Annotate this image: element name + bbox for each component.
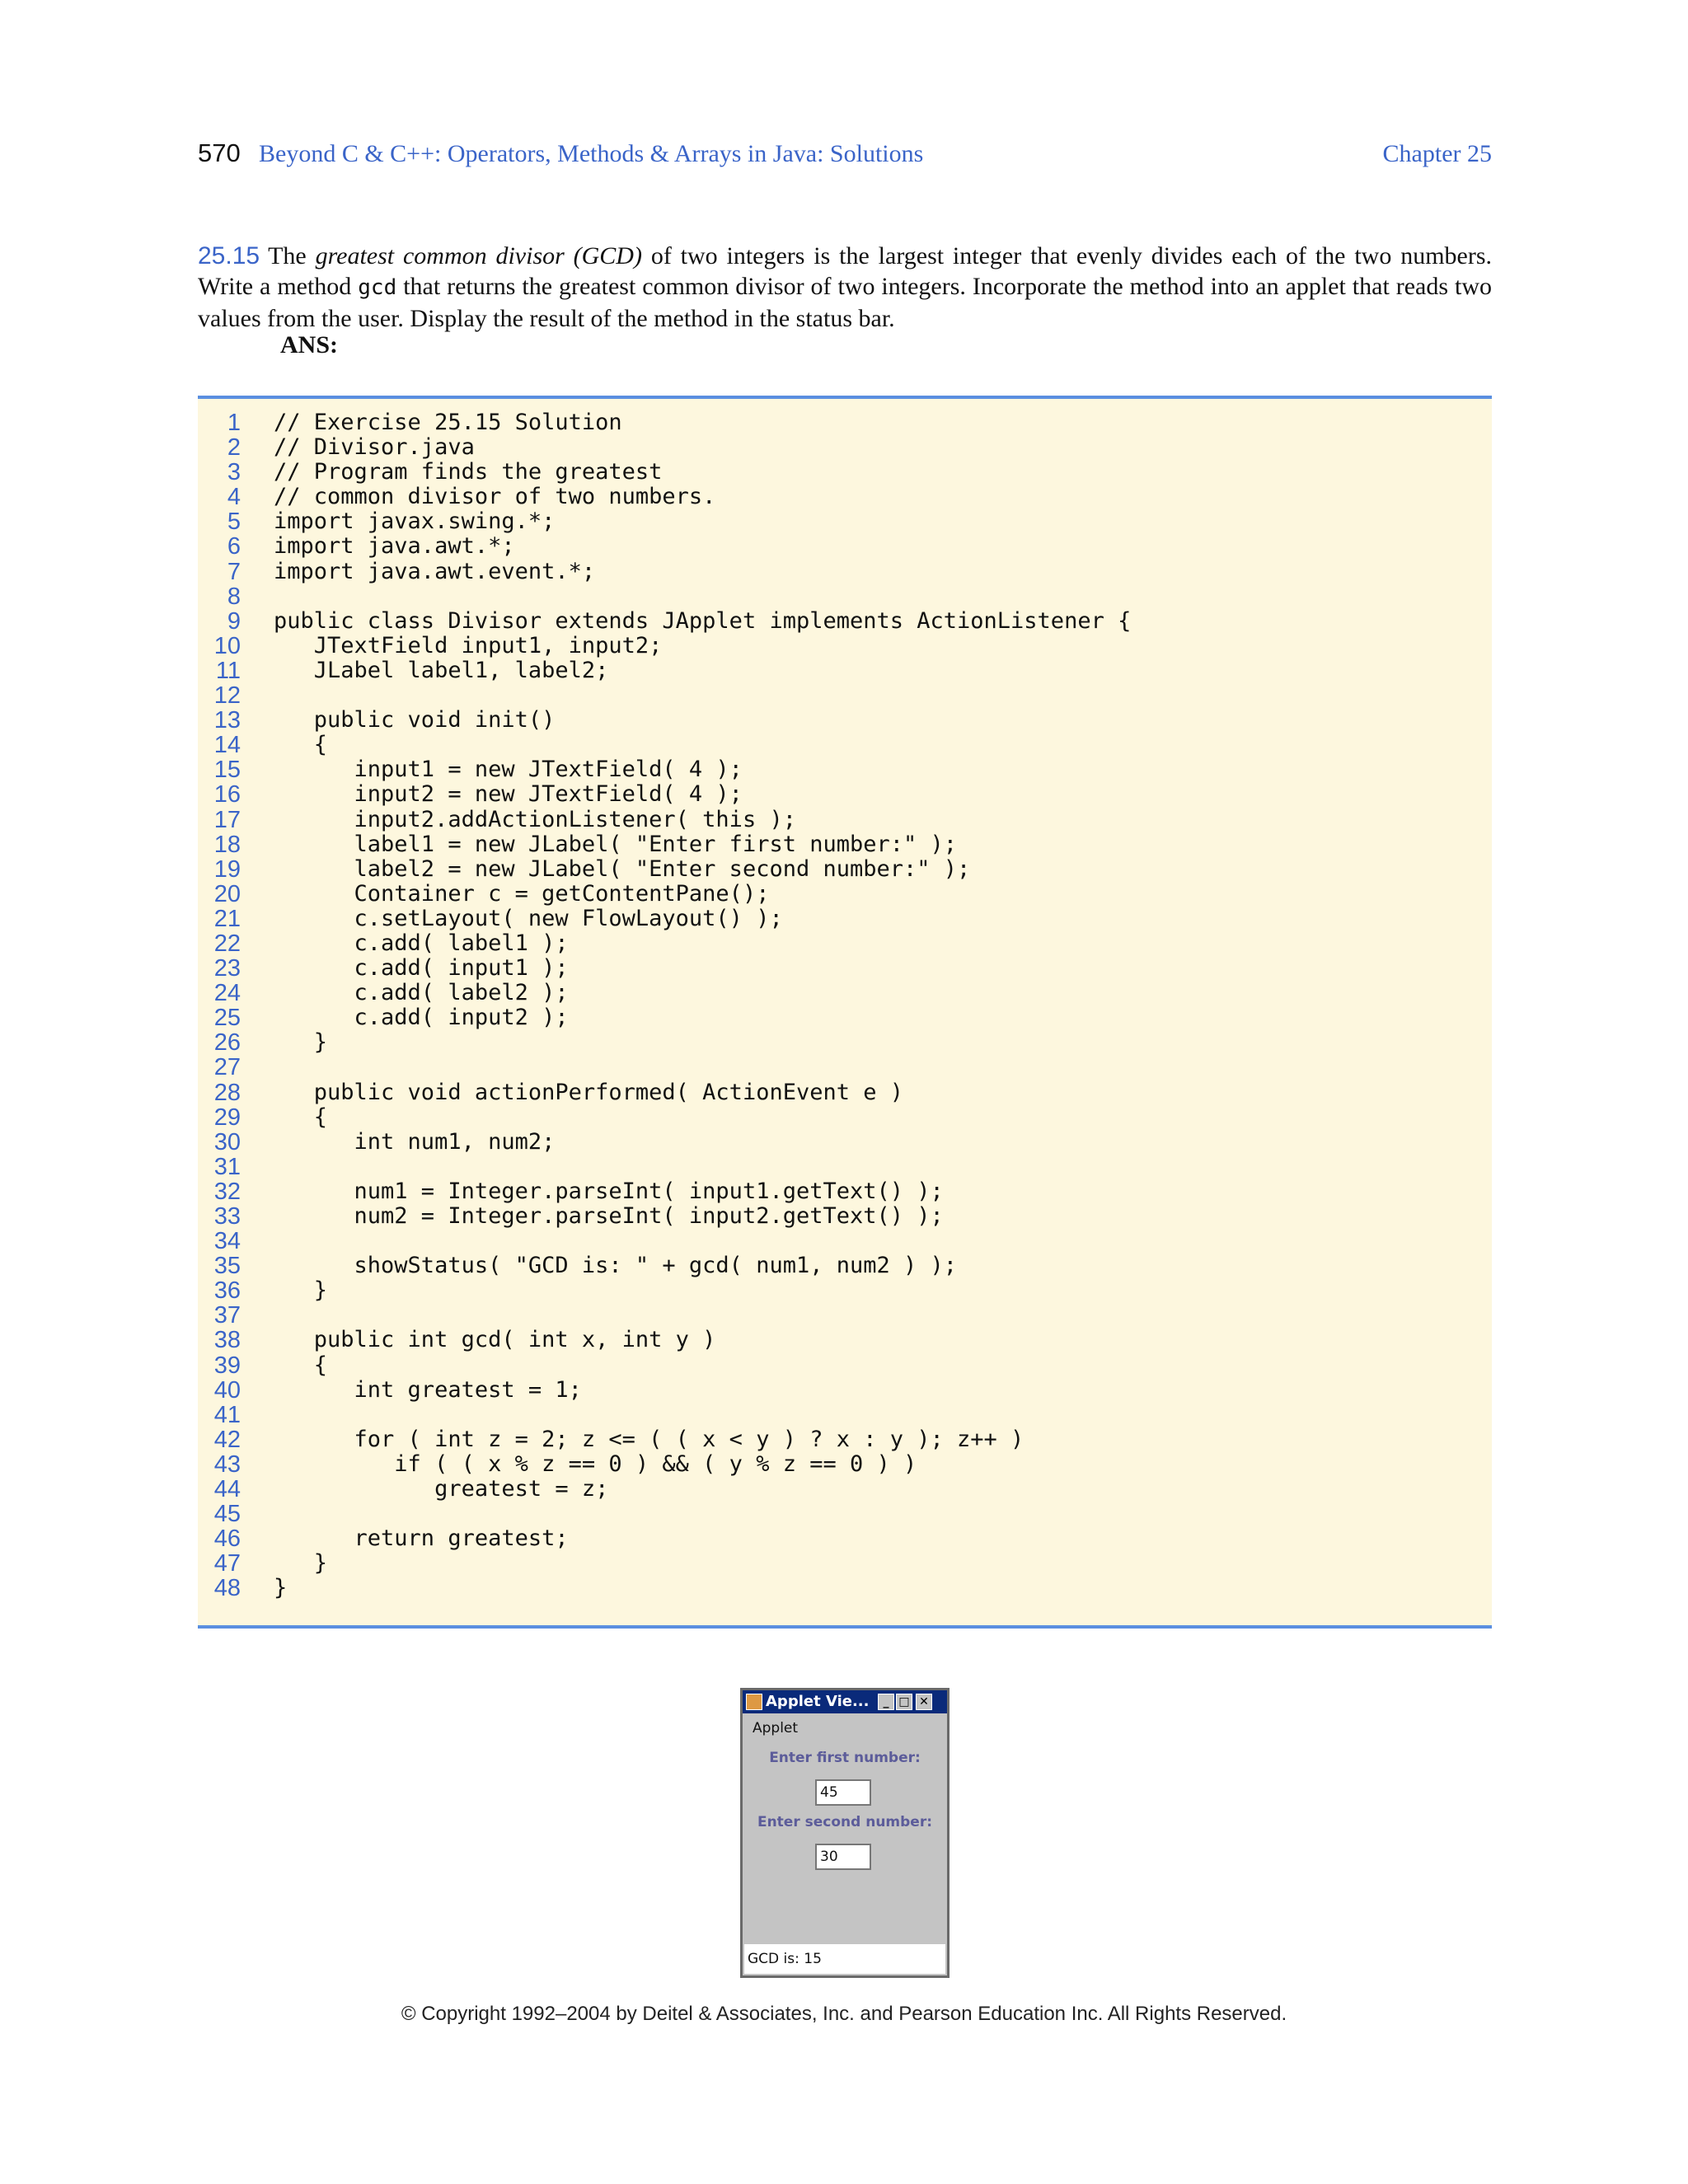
code-listing (198, 396, 1492, 1629)
line-number: 14 (213, 732, 241, 759)
copyright-notice: © Copyright 1992–2004 by Deitel & Associates, Inc. and Pearson Education Inc. All Rights Reserved. (401, 2003, 1287, 2025)
code-text: showStatus( "GCD is: " + gcd( num1, num2 ) ); (274, 1253, 958, 1279)
exercise-text-1: The (268, 242, 316, 269)
code-text: greatest = z; (274, 1476, 609, 1502)
applet-titlebar[interactable] (743, 1690, 947, 1713)
exercise-term: greatest common divisor (GCD) (315, 242, 642, 269)
line-number: 10 (213, 632, 241, 659)
code-text: // Divisor.java (274, 434, 475, 461)
page-number: 570 (198, 138, 241, 167)
line-number: 20 (213, 880, 241, 907)
exercise-number: 25.15 (198, 242, 260, 269)
code-text: num1 = Integer.parseInt( input1.getText() ); (274, 1178, 944, 1204)
line-number: 5 (227, 509, 241, 536)
line-number: 4 (227, 484, 241, 511)
line-number: 22 (213, 930, 241, 957)
code-text: // Exercise 25.15 Solution (274, 410, 622, 435)
code-text: label2 = new JLabel( "Enter second number:" ); (274, 855, 971, 882)
line-number: 17 (213, 806, 241, 833)
code-text: int greatest = 1; (274, 1376, 582, 1403)
line-number: 24 (213, 980, 241, 1007)
line-number: 13 (213, 707, 241, 734)
exercise-text-2: of two integers is the largest integer that evenly divides each of the two numbers. Write a method (198, 242, 1493, 300)
exercise-statement (198, 241, 1492, 334)
line-number: 7 (227, 558, 241, 585)
line-number: 8 (227, 583, 241, 610)
line-number: 21 (213, 905, 241, 932)
code-text: import java.awt.*; (274, 533, 515, 560)
close-button[interactable]: ✕ (916, 1694, 932, 1710)
page-header (198, 138, 1492, 178)
code-text: // common divisor of two numbers. (274, 484, 716, 510)
line-number: 46 (213, 1526, 241, 1553)
line-number: 6 (227, 533, 241, 560)
line-number: 31 (213, 1153, 241, 1180)
code-text: input2 = new JTextField( 4 ); (274, 781, 743, 808)
second-number-label: Enter second number: (757, 1814, 933, 1830)
code-text: import java.awt.event.*; (274, 558, 596, 584)
line-number: 16 (213, 781, 241, 808)
code-text: c.add( input1 ); (274, 955, 569, 982)
code-text: { (274, 732, 328, 758)
line-number: 43 (213, 1451, 241, 1478)
code-text: public void actionPerformed( ActionEvent e ) (274, 1079, 904, 1105)
code-text: if ( ( x % z == 0 ) && ( y % z == 0 ) ) (274, 1451, 917, 1477)
running-title: Beyond C & C++: Operators, Methods & Arrays in Java: Solutions (259, 140, 924, 167)
line-number: 27 (213, 1054, 241, 1081)
code-text: c.setLayout( new FlowLayout() ); (274, 905, 783, 931)
line-number: 15 (213, 757, 241, 784)
code-text: public class Divisor extends JApplet implements ActionListener { (274, 607, 1132, 634)
code-text: public void init() (274, 707, 556, 733)
first-number-input[interactable]: 45 (815, 1779, 871, 1806)
code-text: // Program finds the greatest (274, 459, 663, 485)
line-number: 23 (213, 955, 241, 982)
code-text: c.add( input2 ); (274, 1005, 569, 1031)
line-number: 34 (213, 1228, 241, 1255)
line-number: 2 (227, 434, 241, 462)
maximize-button[interactable]: □ (896, 1694, 912, 1710)
code-text: num2 = Integer.parseInt( input2.getText() ); (274, 1203, 944, 1229)
line-number: 26 (213, 1029, 241, 1057)
code-text: import javax.swing.*; (274, 509, 556, 535)
code-text: c.add( label1 ); (274, 930, 569, 956)
line-number: 42 (213, 1426, 241, 1453)
code-text: } (274, 1550, 328, 1577)
line-number: 19 (213, 855, 241, 883)
line-number: 29 (213, 1104, 241, 1131)
line-number: 18 (213, 831, 241, 858)
code-text: } (274, 1575, 288, 1601)
status-bar: GCD is: 15 (744, 1944, 945, 1974)
line-number: 9 (227, 607, 241, 635)
line-number: 40 (213, 1376, 241, 1404)
line-number: 45 (213, 1501, 241, 1528)
second-number-input[interactable]: 30 (815, 1844, 871, 1870)
line-number: 3 (227, 459, 241, 486)
line-number: 48 (213, 1575, 241, 1602)
line-number: 36 (213, 1277, 241, 1305)
line-number: 30 (213, 1128, 241, 1155)
line-number: 1 (227, 410, 241, 436)
first-number-label: Enter first number: (769, 1750, 921, 1766)
line-number: 11 (215, 657, 241, 684)
line-number: 38 (213, 1327, 241, 1354)
chapter-label: Chapter 25 (1382, 140, 1492, 167)
applet-menu[interactable]: Applet (753, 1720, 799, 1736)
code-text: JLabel label1, label2; (274, 657, 609, 683)
line-number: 32 (213, 1178, 241, 1205)
code-text: public int gcd( int x, int y ) (274, 1327, 716, 1353)
code-text: input2.addActionListener( this ); (274, 806, 796, 832)
line-number: 25 (213, 1005, 241, 1032)
line-number: 12 (213, 682, 241, 710)
code-text: int num1, num2; (274, 1128, 556, 1155)
line-number: 33 (213, 1203, 241, 1230)
line-number: 35 (213, 1253, 241, 1280)
code-text: { (274, 1104, 328, 1130)
line-number: 41 (213, 1401, 241, 1428)
line-number: 44 (213, 1476, 241, 1503)
code-text: JTextField input1, input2; (274, 632, 663, 658)
exercise-method-name: gcd (358, 275, 397, 300)
exercise-text-3: that returns the greatest common divisor of two integers. Incorporate the method into an applet that reads two values from the user. Display the result of the method in the status bar. (198, 273, 1492, 332)
applet-viewer-window (740, 1688, 950, 1978)
java-cup-icon (746, 1694, 762, 1710)
line-number: 47 (213, 1550, 241, 1577)
answer-label: ANS: (280, 331, 339, 359)
code-text: return greatest; (274, 1526, 569, 1552)
window-title: Applet Vie... (766, 1693, 870, 1710)
code-text: c.add( label2 ); (274, 980, 569, 1006)
line-number: 28 (213, 1079, 241, 1106)
code-text: for ( int z = 2; z <= ( ( x < y ) ? x : y ); z++ ) (274, 1426, 1025, 1452)
code-text: input1 = new JTextField( 4 ); (274, 757, 743, 783)
code-text: { (274, 1352, 328, 1378)
code-text: label1 = new JLabel( "Enter first number:" ); (274, 831, 958, 857)
code-text: } (274, 1029, 328, 1056)
code-text: } (274, 1277, 328, 1304)
line-number: 37 (213, 1302, 241, 1329)
minimize-button[interactable]: _ (878, 1694, 894, 1710)
code-text: Container c = getContentPane(); (274, 880, 770, 907)
line-number: 39 (213, 1352, 241, 1379)
